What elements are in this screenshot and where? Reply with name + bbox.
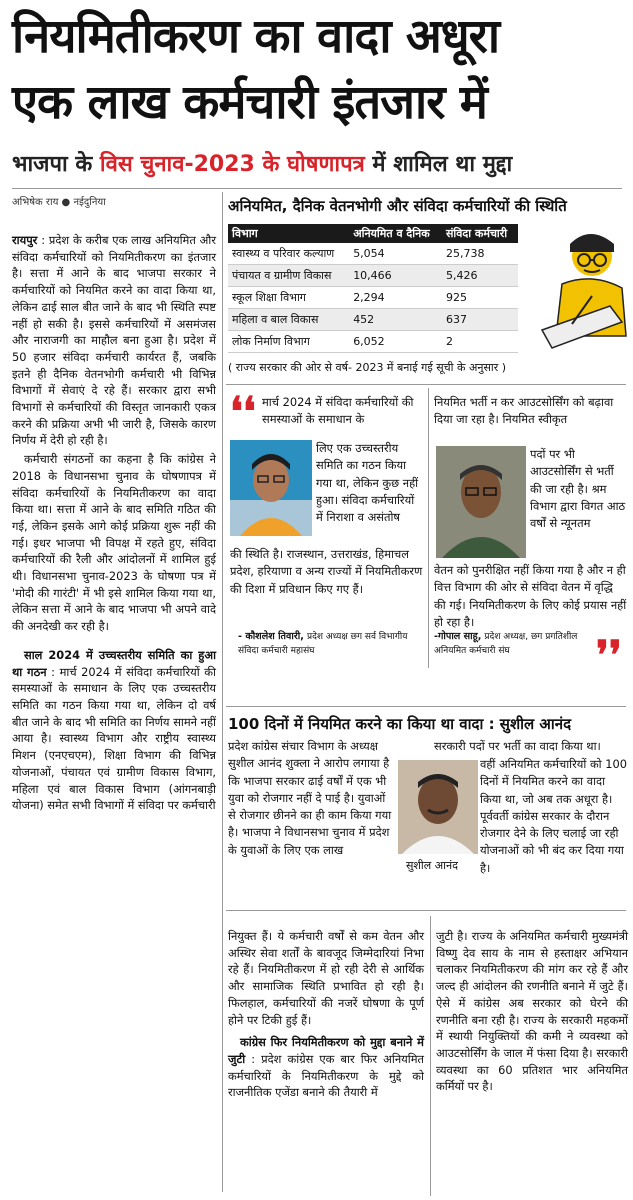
quote2-attribution <box>434 630 594 658</box>
left-para-1: रायपुर : प्रदेश के करीब एक लाख अनियमित और संविदा कर्मचारियों को नियमितीकरण का इंतजार है। सत्ता में आने के बाद भाजपा सरकार ने कर्मचारियों को नियमित करने का वादा किया था, लेकिन ढाई साल बीत जाने के बाद भी स्थिति स्पष्ट नहीं हो सकी है। इससे कर्मचारियों में असमंजस और नाराजगी का माहौल बना हुआ है। प्रदेश में 50 हजार संविदा कर्मचारी कार्यरत हैं, जबकि इतने ही दैनिक वेतनभोगी कर्मचारी भी विभिन्न विभागों में सेवाएं दे रहे हैं। सरकार द्वारा सभी विभागों से कर्मचारियों की विस्तृत जानकारी एकत्र करने की प्रक्रिया अभी भी जारी है, जिसके कारण निर्णय में देरी हो रही है। <box>12 233 216 448</box>
photo-caption: सुशील आनंद <box>406 859 458 872</box>
table-cell: 6,052 <box>349 331 442 353</box>
quote2-top: नियमित भर्ती न कर आउटसोर्सिंग को बढ़ावा दिया जा रहा है। नियमित स्वीकृत <box>434 395 614 427</box>
bottom-divider <box>226 910 626 911</box>
table-header-row <box>228 224 518 243</box>
quote1-author: - कौशलेश तिवारी, <box>238 631 304 642</box>
quote1-top: मार्च 2024 में संविदा कर्मचारियों की समस्याओं के समाधान के <box>262 395 414 427</box>
quote1-side: लिए एक उच्चस्तरीय समिति का गठन किया गया था, लेकिन कुछ नहीं हुआ। संविदा कर्मचारियों में निराशा व असंतोष <box>316 441 419 525</box>
bottom-middle-column <box>228 928 424 1103</box>
quote2-role: प्रदेश अध्यक्ष, छग प्रगतिशील अनियमित कर्मचारी संघ <box>434 632 578 656</box>
close-quote-icon: ❜❜ <box>596 632 622 679</box>
byline: अभिषेक राय ● नईदुनिया <box>12 197 106 208</box>
table-row <box>228 265 518 287</box>
bottom-right-column <box>436 928 628 1097</box>
table-title: अनियमित, दैनिक वेतनभोगी और संविदा कर्मचारियों की स्थिति <box>228 197 567 215</box>
section-right-top: सरकारी पदों पर भर्ती का वादा किया था। <box>434 739 601 753</box>
table-header: संविदा कर्मचारी <box>442 224 518 243</box>
portrait-kaushlesh <box>230 440 312 536</box>
table-cell: 25,738 <box>442 243 518 265</box>
table-cell: महिला व बाल विकास <box>228 309 349 331</box>
table-row <box>228 331 518 353</box>
subheadline <box>12 150 627 180</box>
table-cell: लोक निर्माण विभाग <box>228 331 349 353</box>
table-divider <box>226 384 626 385</box>
headline <box>12 4 622 136</box>
subhead-highlight: विस चुनाव-2023 के घोषणापत्र <box>99 152 365 177</box>
table-footnote: ( राज्य सरकार की ओर से वर्ष- 2023 में बनाई गई सूची के अनुसार ) <box>228 361 507 374</box>
table-cell: 637 <box>442 309 518 331</box>
table-cell: 5,054 <box>349 243 442 265</box>
portrait-sushil <box>398 760 478 854</box>
subhead-post: में शामिल था मुद्दा <box>364 152 513 177</box>
table-cell: पंचायत व ग्रामीण विकास <box>228 265 349 287</box>
left-column <box>12 232 216 816</box>
column-divider <box>222 192 223 1192</box>
section-left-text: प्रदेश कांग्रेस संचार विभाग के अध्यक्ष सुशील आनंद शुक्ला ने आरोप लगाया है कि भाजपा सरकार ढाई वर्षों में एक भी युवा को रोजगार नहीं दे पाई है। युवाओं से रोजगार छीनने का ही काम किया गया है। भाजपा ने विधानसभा चुनाव में प्रदेश के युवाओं के लिए एक लाख <box>228 739 392 857</box>
bottom-column-divider <box>430 916 431 1196</box>
quote2-side: पदों पर भी आउटसोर्सिंग से भर्ती की जा रही है। श्रम विभाग द्वारा विगत आठ वर्षों से न्यूनतम <box>530 447 626 531</box>
table-header: अनियमित व दैनिक <box>349 224 442 243</box>
bottom-mid-para-1: नियुक्त हैं। ये कर्मचारी वर्षों से कम वेतन और अस्थिर सेवा शर्तों के बावजूद जिम्मेदारियां निभा रहे हैं। नियमितीकरण में हो रही देरी से आर्थिक और सामाजिक स्थिति प्रभावित हो रही है। फिलहाल, कर्मचारियों की नजरें घोषणा के पूर्ण होने पर टिकी हुई हैं। <box>228 929 424 1027</box>
headline-line-2: एक लाख कर्मचारी इंतजार में <box>12 75 487 130</box>
section-right-text: वहीं अनियमित कर्मचारियों को 100 दिनों में नियमित करने का वादा किया था, जो अब तक अधूरा है। पूर्ववर्ती कांग्रेस सरकार के दौरान रोजगार देने के लिए चलाई जा रही योजनाओं को भी बंद कर दिया गया है। <box>480 757 627 875</box>
table-row <box>228 243 518 265</box>
top-divider <box>12 188 622 189</box>
quote1-bottom: की स्थिति है। राजस्थान, उत्तराखंड, हिमाचल प्रदेश, हरियाणा व अन्य राज्यों में नियमितीकरण की दिशा में प्रविधान किए गए हैं। <box>230 547 423 596</box>
subhead-pre: भाजपा के <box>12 152 100 177</box>
table-cell: स्कूल शिक्षा विभाग <box>228 287 349 309</box>
table-cell: 452 <box>349 309 442 331</box>
portrait-gopal <box>436 446 526 558</box>
table-cell: स्वास्थ्य व परिवार कल्याण <box>228 243 349 265</box>
table-cell: 10,466 <box>349 265 442 287</box>
quote1-role: प्रदेश अध्यक्ष छग सर्व विभागीय संविदा कर्मचारी महासंघ <box>238 632 408 656</box>
headline-line-1: नियमितीकरण का वादा अधूरा <box>12 9 500 64</box>
open-quote-icon: ❛❛ <box>230 388 256 435</box>
left-para-3: साल 2024 में उच्चस्तरीय समिति का हुआ था गठन : मार्च 2024 में संविदा कर्मचारियों की समस्याओं के समाधान के लिए एक उच्चस्तरीय समिति का गठन किया गया था, लेकिन दो वर्ष बीत जाने के बाद भी समिति का निर्णय सामने नहीं आया है। स्वास्थ्य विभाग और राष्ट्रीय स्वास्थ्य मिशन (एनएचएम), शिक्षा विभाग की विभिन्न योजनाओं, पंचायत एवं ग्रामीण विकास विभाग, महिला एवं बाल विकास विभाग (आंगनबाड़ी योजना) समेत सभी विभागों में संविदा पर कर्मचारी <box>12 647 216 813</box>
section-divider <box>226 706 626 707</box>
quotes-divider <box>428 388 429 668</box>
table-cell: 5,426 <box>442 265 518 287</box>
bottom-right-para-1: जुटी है। राज्य के अनियमित कर्मचारी मुख्यमंत्री विष्णु देव साय के नाम से हस्ताक्षर अभियान चलाकर नियमितीकरण की मांग कर रहे हैं और जल्द ही आंदोलन की रणनीति बनाने में जुटे हैं। ऐसे में कांग्रेस अब सरकार को घेरने की रणनीति बना रही है। राज्य के सरकारी महकमों में स्थायी नियुक्तियों की कमी ने व्यवस्था को आउटसोर्सिंग के जाल में फंसा दिया है। सरकारी व्यवस्था का 60 प्रतिशत भार अनियमित कर्मियों पर है। <box>436 929 628 1094</box>
quote1-attribution <box>238 630 428 658</box>
bottom-mid-para-2: कांग्रेस फिर नियमितीकरण को मुद्दा बनाने में जुटी : प्रदेश कांग्रेस एक बार फिर अनियमित कर्मचारियों के नियमितीकरण के मुद्दे को राजनीतिक एजेंडा बनाने की तैयारी में <box>228 1035 424 1100</box>
staff-table <box>228 224 518 353</box>
left-para-2: कर्मचारी संगठनों का कहना है कि कांग्रेस ने 2018 के विधानसभा चुनाव के घोषणापत्र में संविदा कर्मचारियों के नियमितीकरण का वादा किया था। सत्ता में आने के बाद समिति गठित की गई, लेकिन इसके आगे कोई प्रक्रिया शुरू नहीं की गई। इधर भाजपा भी विपक्ष में रहते हुए, संविदा कर्मचारियों की रैली और आंदोलनों में शामिल हुई थी। विधानसभा चुनाव-2023 के घोषणा पत्र में 'मोदी की गारंटी' में भी इसे शामिल किया गया था, लेकिन सत्ता में आने के बाद भाजपा भी अपने वादे की अनदेखी कर रही है। <box>12 452 216 634</box>
table-row <box>228 309 518 331</box>
table-cell: 2,294 <box>349 287 442 309</box>
section-title: 100 दिनों में नियमित करने का किया था वादा : सुशील आनंद <box>228 715 572 733</box>
table-cell: 925 <box>442 287 518 309</box>
table-row <box>228 287 518 309</box>
table-header: विभाग <box>228 224 349 243</box>
table-cell: 2 <box>442 331 518 353</box>
cartoon-illustration <box>522 226 628 356</box>
quote2-author: -गोपाल साहू, <box>434 631 482 642</box>
quote2-bottom: वेतन को पुनरीक्षित नहीं किया गया है और न ही वित्त विभाग की ओर से संविदा वेतन में वृद्धि की गई। नियमितीकरण के लिए कोई प्रयास नहीं हो रहा है। <box>434 563 627 629</box>
